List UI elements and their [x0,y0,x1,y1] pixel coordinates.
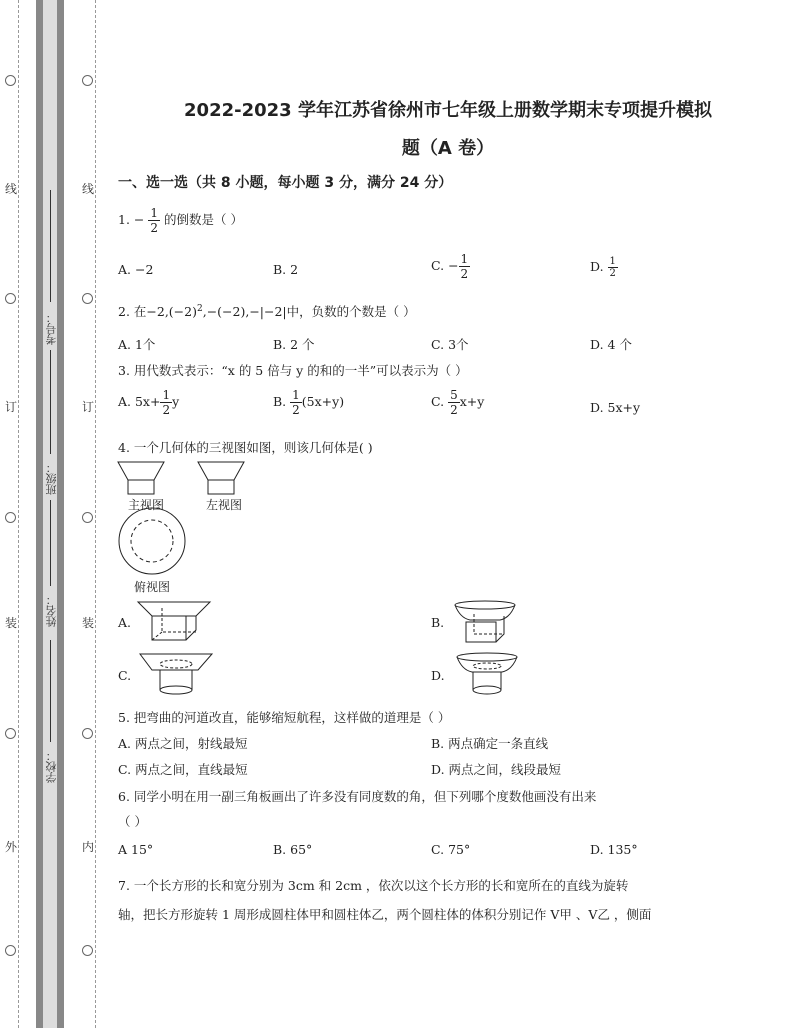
q1-d-fraction [608,256,618,279]
q2-text-pre: 2. 在−2,(−2) [118,304,197,319]
name-label: 姓名： [45,594,58,627]
q2-option-d[interactable]: D. 4 个 [590,337,632,352]
left-view-caption: 左视图 [206,498,243,512]
frac-den: 2 [460,267,469,281]
school-label: 学校： [45,750,58,783]
q4-option-d-figure[interactable] [454,652,524,698]
q3-b-fraction [290,388,302,417]
frac-num: 5 [450,388,458,402]
q5-option-c[interactable]: C. 两点之间，直线最短 [118,762,248,777]
outer-cut-line [18,0,19,1028]
q4-option-a-label[interactable]: A. [118,615,132,630]
q2-option-b[interactable]: B. 2 个 [273,337,315,352]
q1-text: 的倒数是（ ） [164,212,243,227]
question-2 [118,302,416,320]
top-view-caption: 俯视图 [134,580,171,594]
option-label: C. [431,394,445,409]
exam-number-field[interactable] [50,190,51,302]
front-view-caption: 主视图 [128,498,165,512]
binding-hole [82,75,93,86]
q1-option-d[interactable] [590,256,618,279]
binding-hole [5,75,16,86]
front-view-trapezoid [118,462,164,480]
margin-char: 外 [5,840,18,854]
q2-option-c[interactable]: C. 3个 [431,337,469,352]
binding-margin [0,0,100,1028]
option-text: y [172,394,180,409]
frac-den: 2 [292,403,300,417]
q2-option-a[interactable]: A. 1个 [118,337,156,352]
page-title-cont: 题（A 卷） [401,138,495,159]
q6-option-c[interactable]: C. 75° [431,842,471,857]
q4-option-b-figure[interactable] [452,600,522,646]
q1-option-a[interactable]: A. −2 [118,262,154,277]
frac-num: 1 [460,252,469,266]
option-text: x+y [459,394,485,409]
margin-char: 订 [5,400,18,414]
q3-c-fraction [448,388,460,417]
q6-option-b[interactable]: B. 65° [273,842,313,857]
class-label: 班级： [45,462,58,495]
q1-number: 1. [118,212,130,227]
q4-option-b-label[interactable]: B. [431,615,445,630]
section-heading: 一、选一选（共 8 小题，每小题 3 分，满分 24 分） [118,175,453,191]
question-3: 3. 用代数式表示：“x 的 5 倍与 y 的和的一半”可以表示为（ ） [118,363,468,378]
margin-char: 订 [82,400,95,414]
q3-option-a[interactable] [118,388,179,417]
left-view-rect [208,480,234,494]
q2-text-post: ,−(−2),−|−2|中，负数的个数是（ ） [202,304,416,319]
name-field[interactable] [50,500,51,586]
binding-hole [82,293,93,304]
q1-option-c[interactable] [431,252,470,281]
top-view-outer-circle [119,508,185,574]
question-5: 5. 把弯曲的河道改直，能够缩短航程，这样做的道理是（ ） [118,710,451,725]
binding-hole [82,512,93,523]
frac-num: 1 [609,256,616,267]
question-6-paren: （ ） [118,814,147,829]
margin-char: 内 [82,840,95,854]
left-view-trapezoid [198,462,244,480]
q3-a-fraction [160,388,172,417]
frac-num: 1 [292,388,300,402]
q5-option-d[interactable]: D. 两点之间，线段最短 [431,762,562,777]
q3-option-b[interactable] [273,388,344,417]
binding-hole [5,945,16,956]
question-6: 6. 同学小明在用一副三角板画出了许多没有同度数的角，但下列哪个度数他画没有出来 [118,789,597,804]
option-text: A. 5x+ [118,394,161,409]
q3-option-d[interactable]: D. 5x+y [590,400,641,415]
margin-char: 线 [5,182,18,196]
q3-option-c[interactable] [431,388,484,417]
class-field[interactable] [50,350,51,454]
question-1 [118,206,243,235]
top-view-inner-circle [131,520,173,562]
q6-option-d[interactable]: D. 135° [590,842,638,857]
q2-sup: 2 [196,303,203,314]
margin-char: 装 [82,616,95,630]
frac-den: 2 [450,403,458,417]
frac-num: 1 [162,388,171,402]
q4-option-c-label[interactable]: C. [118,668,132,683]
q4-option-d-label[interactable]: D. [431,668,445,683]
frac-num: 1 [150,206,159,220]
binding-hole [5,293,16,304]
q5-option-b[interactable]: B. 两点确定一条直线 [431,736,549,751]
q4-option-c-figure[interactable] [138,652,218,698]
school-field[interactable] [50,640,51,742]
option-text: (5x+y) [301,394,345,409]
three-views-figure [116,460,256,595]
front-view-rect [128,480,154,494]
exam-number-label: 考号： [45,312,58,345]
q1-fraction [148,206,160,235]
binding-hole [5,728,16,739]
margin-char: 线 [82,182,95,196]
q6-option-a[interactable]: A 15° [118,842,154,857]
option-label: C. − [431,258,459,273]
page-title: 2022-2023 学年江苏省徐州市七年级上册数学期末专项提升模拟 [184,100,712,121]
question-7-line1: 7. 一个长方形的长和宽分别为 3cm 和 2cm ，依次以这个长方形的长和宽所在的直线为旋转 [118,878,629,893]
question-7-line2: 轴，把长方形旋转 1 周形成圆柱体甲和圆柱体乙，两个圆柱体的体积分别记作 V甲 、V乙 ，侧面 [118,907,652,922]
inner-cut-line [95,0,96,1028]
q1-neg: − [133,212,145,227]
binding-hole [82,945,93,956]
margin-char: 装 [5,616,18,630]
binding-hole [5,512,16,523]
q5-option-a[interactable]: A. 两点之间，射线最短 [118,736,248,751]
frac-den: 2 [150,221,159,235]
q4-option-a-figure[interactable] [136,600,216,646]
binding-hole [82,728,93,739]
q1-option-b[interactable]: B. 2 [273,262,299,277]
question-4: 4. 一个几何体的三视图如图，则该几何体是( ) [118,440,373,455]
option-label: B. [273,394,287,409]
option-label: D. [590,259,604,274]
frac-den: 2 [609,268,616,279]
frac-den: 2 [162,403,171,417]
q1-c-fraction [459,252,471,281]
